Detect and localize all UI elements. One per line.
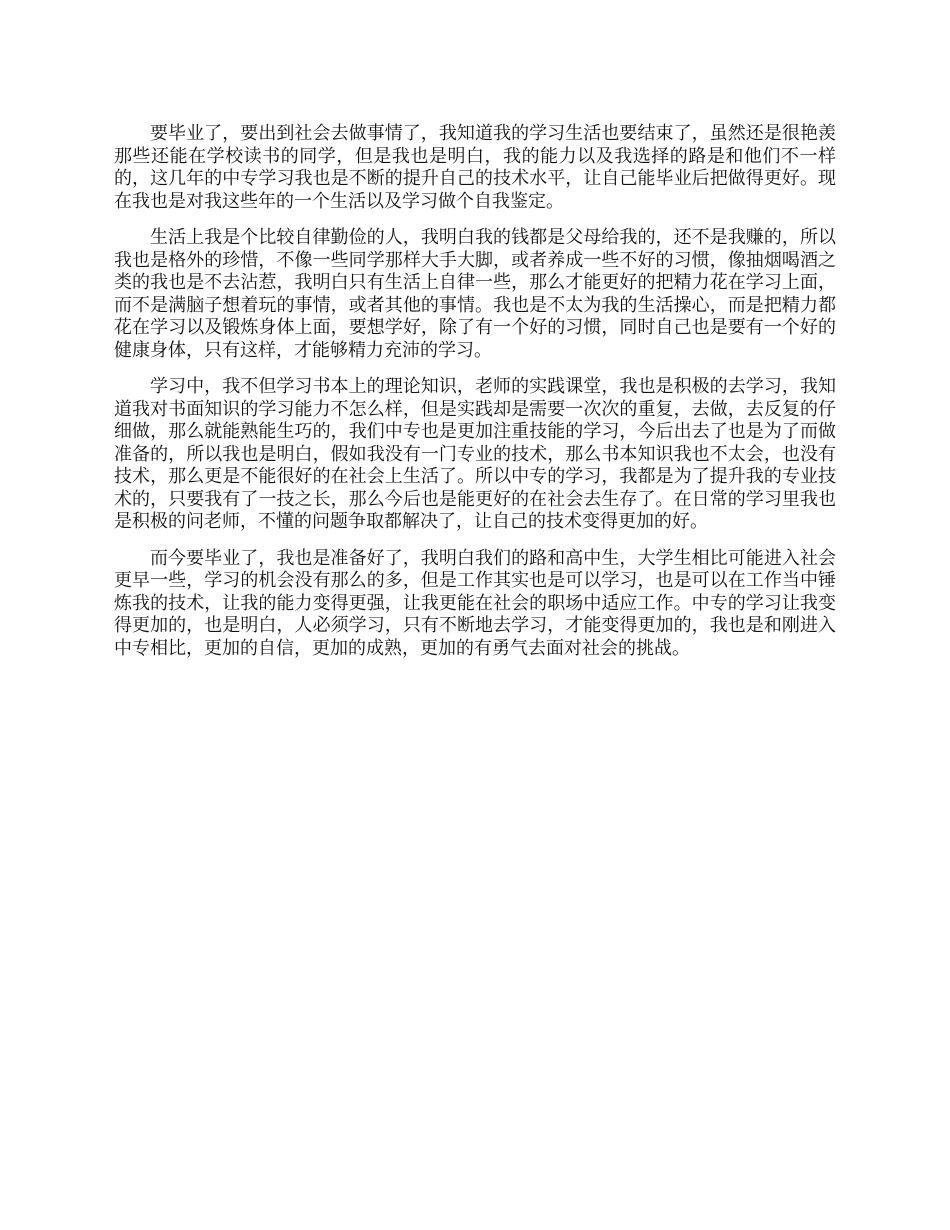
paragraph-1: 要毕业了，要出到社会去做事情了，我知道我的学习生活也要结束了，虽然还是很艳羡那些还能在学校读书的同学，但是我也是明白，我的能力以及我选择的路是和他们不一样的，这几年的中专学习我也是不断的提升自己的技术水平，让自己能毕业后把做得更好。现在我也是对我这些年的一个生活以及学习做个自我鉴定。 xyxy=(114,123,836,212)
paragraph-3: 学习中，我不但学习书本上的理论知识，老师的实践课堂，我也是积极的去学习，我知道我对书面知识的学习能力不怎么样，但是实践却是需要一次次的重复，去做，去反复的仔细做，那么就能熟能生巧的，我们中专也是更加注重技能的学习，今后出去了也是为了而做准备的，所以我也是明白，假如我没有一门专业的技术，那么书本知识我也不太会，也没有技术，那么更是不能很好的在社会上生活了。所以中专的学习，我都是为了提升我的专业技术的，只要我有了一技之长，那么今后也是能更好的在社会去生存了。在日常的学习里我也是积极的问老师，不懂的问题争取都解决了，让自己的技术变得更加的好。 xyxy=(114,376,836,532)
paragraph-2: 生活上我是个比较自律勤俭的人，我明白我的钱都是父母给我的，还不是我赚的，所以我也是格外的珍惜，不像一些同学那样大手大脚，或者养成一些不好的习惯，像抽烟喝酒之类的我也是不去沾惹，我明白只有生活上自律一些，那么才能更好的把精力花在学习上面，而不是满脑子想着玩的事情，或者其他的事情。我也是不太为我的生活操心，而是把精力都花在学习以及锻炼身体上面，要想学好，除了有一个好的习惯，同时自己也是要有一个好的健康身体，只有这样，才能够精力充沛的学习。 xyxy=(114,227,836,361)
paragraph-4: 而今要毕业了，我也是准备好了，我明白我们的路和高中生，大学生相比可能进入社会更早一些，学习的机会没有那么的多，但是工作其实也是可以学习，也是可以在工作当中锤炼我的技术，让我的能力变得更强，让我更能在社会的职场中适应工作。中专的学习让我变得更加的，也是明白，人必须学习，只有不断地去学习，才能变得更加的，我也是和刚进入中专相比，更加的自信，更加的成熟，更加的有勇气去面对社会的挑战。 xyxy=(114,547,836,659)
document-page xyxy=(114,123,836,674)
